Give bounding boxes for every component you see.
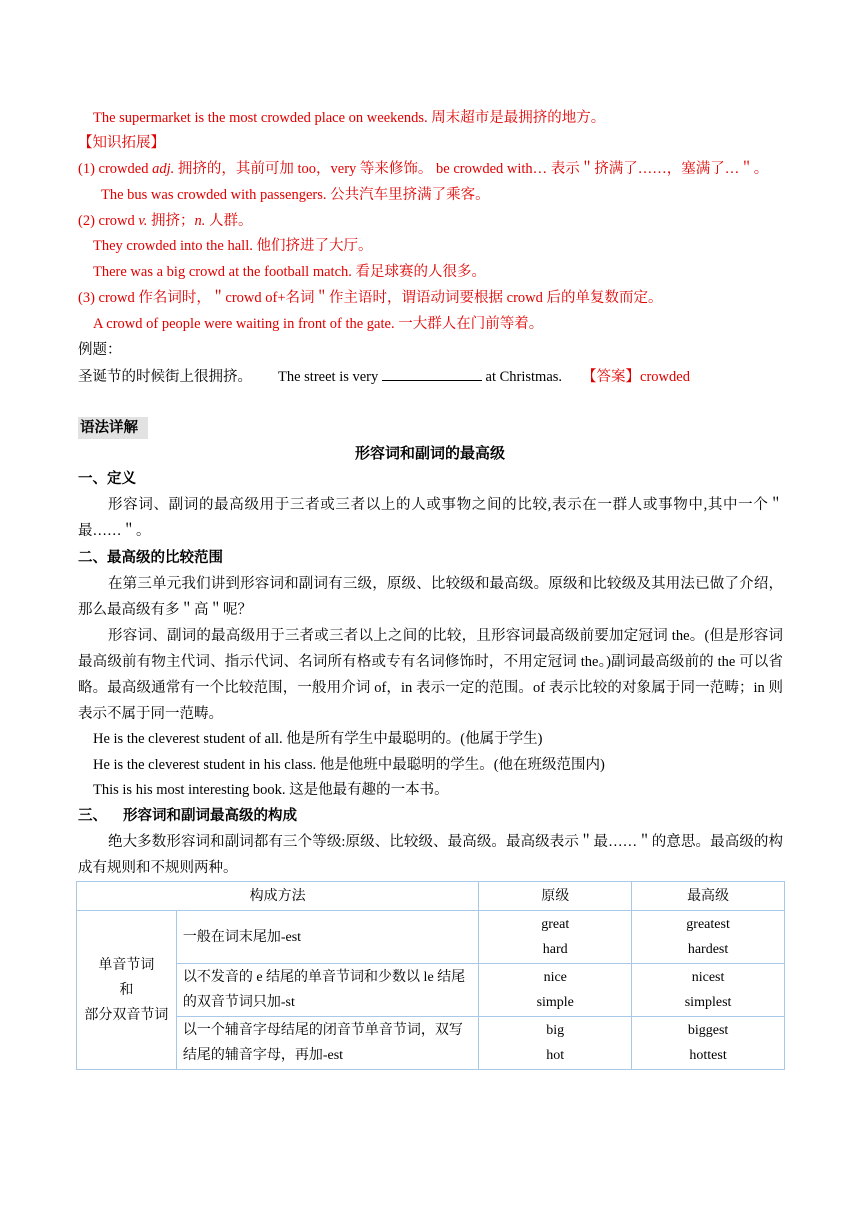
base-word: hard xyxy=(542,942,568,957)
table-row xyxy=(77,911,785,964)
point-2-example-1: They crowded into the hall. 他们挤进了大厅。 xyxy=(93,238,373,254)
point-1-example: The bus was crowded with passengers. 公共汽车里挤满了乘客。 xyxy=(101,187,490,203)
superlative-cell xyxy=(632,1017,785,1070)
header-superlative: 最高级 xyxy=(632,882,785,911)
exercise-line xyxy=(78,366,690,387)
superlative-cell xyxy=(632,911,785,964)
word-group-label-2: 和 xyxy=(119,982,134,998)
header-base: 原级 xyxy=(479,882,632,911)
base-word: simple xyxy=(536,995,574,1010)
point-2 xyxy=(78,211,253,231)
base-word: great xyxy=(541,917,570,932)
grammar-section-tag-label: 语法详解 xyxy=(80,420,138,436)
answer-text: 【答案】crowded xyxy=(582,369,690,385)
point-3-example: A crowd of people were waiting in front of the gate. 一大群人在门前等着。 xyxy=(93,316,544,332)
base-cell xyxy=(479,1017,632,1070)
exercise-label: 例题： xyxy=(78,342,122,358)
knowledge-extension-heading: 【知识拓展】 xyxy=(78,135,165,151)
point-1-num: (1) crowded xyxy=(78,161,153,177)
word-group-cell xyxy=(77,911,177,1070)
section-3-text: 绝大多数形容词和副词都有三个等级:原级、比较级、最高级。最高级表示＂最……＂的意思。最高级的构成有规则和不规则两种。 xyxy=(78,834,783,876)
base-cell xyxy=(479,911,632,964)
section-2-example-2: He is the cleverest student in his class. 他是他班中最聪明的学生。(他在班级范围内) xyxy=(93,757,605,773)
section-2-heading: 二、最高级的比较范围 xyxy=(78,550,223,566)
section-2-text-2: 形容词、副词的最高级用于三者或三者以上之间的比较，且形容词最高级前要加定冠词 the。(但是形容词最高级前有物主代词、指示代词、名词所有格或专有名词修饰时，不用定冠词 the。)副词最高级前的 the 可以省略。最高级通常有一个比较范围，一般用介词 of，in 表示一定的范围。of 表示比较的对象属于同一范畴；in 则表示不属于同一范畴。 xyxy=(78,628,783,722)
answer-blank xyxy=(382,366,482,381)
superlative-word: hottest xyxy=(689,1048,727,1063)
table-row xyxy=(77,1017,785,1070)
superlative-cell xyxy=(632,964,785,1017)
point-1 xyxy=(78,159,768,179)
point-3: (3) crowd 作名词时，＂crowd of+名词＂作主语时，谓语动词要根据 crowd 后的单复数而定。 xyxy=(78,290,663,306)
section-2-example-3: This is his most interesting book. 这是他最有趣的一本书。 xyxy=(93,782,449,798)
word-group-label-1: 单音节词 xyxy=(98,957,155,973)
base-word: nice xyxy=(543,970,567,985)
base-word: hot xyxy=(546,1048,565,1063)
table-row xyxy=(77,964,785,1017)
point-1-text: 拥挤的，其前可加 too，very 等来修饰。 be crowded with… 表示＂挤满了……，塞满了…＂。 xyxy=(174,161,769,177)
point-2-pos-v: v. xyxy=(138,213,148,229)
point-2-text: 人群。 xyxy=(205,213,253,229)
grammar-title: 形容词和副词的最高级 xyxy=(354,444,505,462)
superlative-word: hardest xyxy=(687,942,729,957)
exercise-chinese: 圣诞节的时候街上很拥挤。 xyxy=(78,369,252,385)
word-group-label-3: 部分双音节词 xyxy=(84,1007,169,1023)
point-2-mid: 拥挤； xyxy=(147,213,195,229)
exercise-english-end: at Christmas. xyxy=(481,369,563,385)
section-3-heading xyxy=(78,806,297,826)
base-cell xyxy=(479,964,632,1017)
section-2-example-1: He is the cleverest student of all. 他是所有学生中最聪明的。(他属于学生) xyxy=(93,731,543,747)
point-2-num: (2) crowd xyxy=(78,213,139,229)
superlative-word: simplest xyxy=(684,995,732,1010)
table-header-row xyxy=(77,882,785,911)
section-2-text-1: 在第三单元我们讲到形容词和副词有三级，原级、比较级和最高级。原级和比较级及其用法已做了介绍，那么最高级有多＂高＂呢？ xyxy=(78,576,783,618)
point-1-pos: adj. xyxy=(152,161,175,177)
point-2-pos-n: n. xyxy=(194,213,206,229)
base-word: big xyxy=(546,1023,565,1038)
section-1-text: 形容词、副词的最高级用于三者或三者以上的人或事物之间的比较,表示在一群人或事物中,其中一个＂最……＂。 xyxy=(78,497,783,539)
section-3-heading-text: 形容词和副词最高级的构成 xyxy=(123,808,297,824)
example-sentence: The supermarket is the most crowded place on weekends. 周末超市是最拥挤的地方。 xyxy=(93,110,606,126)
section-1-heading: 一、定义 xyxy=(78,471,136,487)
grammar-section-tag xyxy=(78,417,148,439)
method-cell: 以一个辅音字母结尾的闭音节单音节词，双写结尾的辅音字母，再加-est xyxy=(176,1017,479,1070)
section-3-heading-num: 三、 xyxy=(78,808,107,824)
point-2-example-2: There was a big crowd at the football match. 看足球赛的人很多。 xyxy=(93,264,487,280)
superlative-word: greatest xyxy=(686,917,730,932)
header-method: 构成方法 xyxy=(77,882,479,911)
superlative-word: nicest xyxy=(691,970,725,985)
method-cell: 一般在词末尾加-est xyxy=(176,911,479,964)
exercise-english-start: The street is very xyxy=(278,369,382,385)
method-cell: 以不发音的 e 结尾的单音节词和少数以 le 结尾的双音节词只加-st xyxy=(176,964,479,1017)
superlative-word: biggest xyxy=(687,1023,729,1038)
superlative-formation-table xyxy=(76,881,785,1070)
